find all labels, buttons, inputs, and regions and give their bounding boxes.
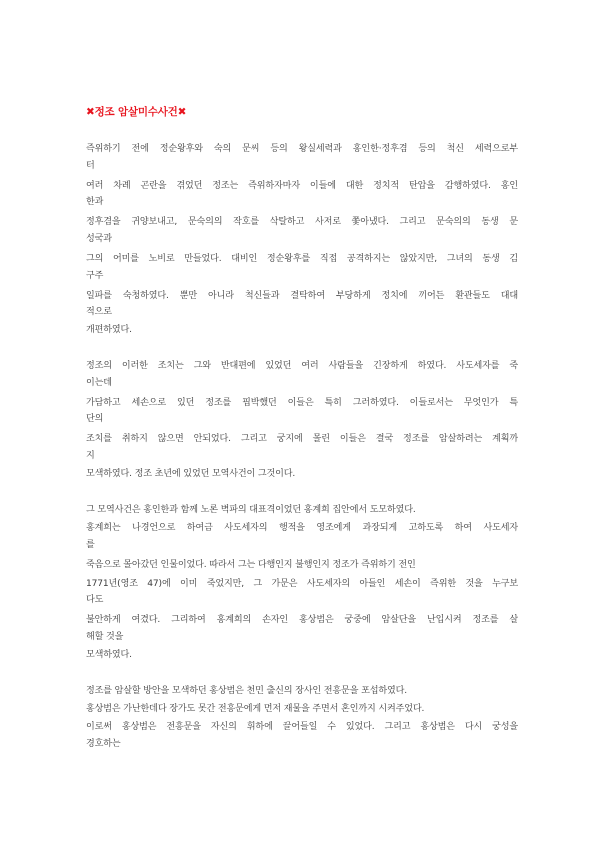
document-title: ✖정조 암살미수사건✖	[86, 106, 187, 118]
text-line: 모색하였다.	[86, 650, 132, 660]
text-line: 해할 것을	[86, 632, 124, 642]
text-line: 를	[86, 540, 95, 550]
text-line: 적으로	[86, 307, 112, 317]
text-line: 홍상범은 가난한데다 장가도 못간 전흥문에게 먼저 재물을 주면서 혼인까지 시켜주었다.	[86, 704, 425, 714]
text-line: 정조의 이러한 조치는 그와 반대편에 있었던 여러 사람들을 긴장하게 하였다. 사도세자를 죽	[86, 361, 518, 371]
text-line: 한과	[86, 197, 104, 207]
text-line: 터	[86, 161, 95, 171]
text-line: 단의	[86, 414, 104, 424]
text-line: 경호하는	[86, 739, 121, 749]
text-line: 모색하였다. 정조 초년에 있었던 모역사건이 그것이다.	[86, 469, 296, 479]
text-line: 홍계희는 나경언으로 하여금 사도세자의 행적을 영조에게 과장되게 고하도록 하여 사도세자	[86, 523, 518, 533]
text-line: 구주	[86, 271, 104, 281]
text-line: 조치를 취하지 않으면 안되었다. 그리고 궁지에 몰린 이들은 결국 정조를 암살하려는 계획까	[86, 434, 518, 444]
text-line: 성국과	[86, 234, 112, 244]
text-line: 불안하게 여겼다. 그리하여 홍계희의 손자인 홍상범은 궁중에 암살단을 난입시켜 정조를 살	[86, 615, 518, 625]
text-line: 즉위하기 전에 정순왕후와 숙의 문씨 등의 왕실세력과 홍인한·정후겸 등의 척신 세력으로부	[86, 144, 518, 154]
text-line: 가담하고 세손으로 있던 정조를 핍박했던 이들은 특히 그러하였다. 이들로서는 무엇인가 특	[86, 398, 518, 408]
text-line: 그 모역사건은 홍인한과 함께 노론 벽파의 대표격이었던 홍계희 집안에서 도모하였다.	[86, 505, 416, 515]
text-line: 1771년(영조 47)에 이미 죽었지만, 그 가문은 사도세자의 아들인 세손이 즉위한 것을 누구보	[86, 579, 518, 589]
text-line: 일파를 숙청하였다. 뿐만 아니라 척신들과 결탁하여 부당하게 정치에 끼어든 환관들도 대대	[86, 291, 518, 301]
text-line: 이로써 홍상범은 전흥문을 자신의 휘하에 끌어들일 수 있었다. 그리고 홍상범은 다시 궁성을	[86, 722, 518, 732]
text-line: 여러 차례 곤란을 겪었던 정조는 즉위하자마자 이들에 대한 정치적 탄압을 감행하였다. 홍인	[86, 181, 518, 191]
text-line: 개편하였다.	[86, 325, 132, 335]
text-line: 지	[86, 451, 95, 461]
text-line: 정후겸을 귀양보내고, 문숙의의 작호를 삭탈하고 사저로 쫓아냈다. 그리고 문숙의의 동생 문	[86, 217, 518, 227]
text-line: 다도	[86, 595, 104, 605]
text-line: 이는데	[86, 378, 112, 388]
text-line: 정조를 암살할 방안을 모색하던 홍상범은 천민 출신의 장사인 전흥문을 포섭하였다.	[86, 686, 407, 696]
text-line: 그의 어미를 노비로 만들었다. 대비인 정순왕후를 직접 공격하지는 않았지만, 그녀의 동생 김	[86, 254, 518, 264]
text-line: 죽음으로 몰아갔던 인물이었다. 따라서 그는 다행인지 불행인지 정조가 즉위하기 전인	[86, 560, 416, 570]
